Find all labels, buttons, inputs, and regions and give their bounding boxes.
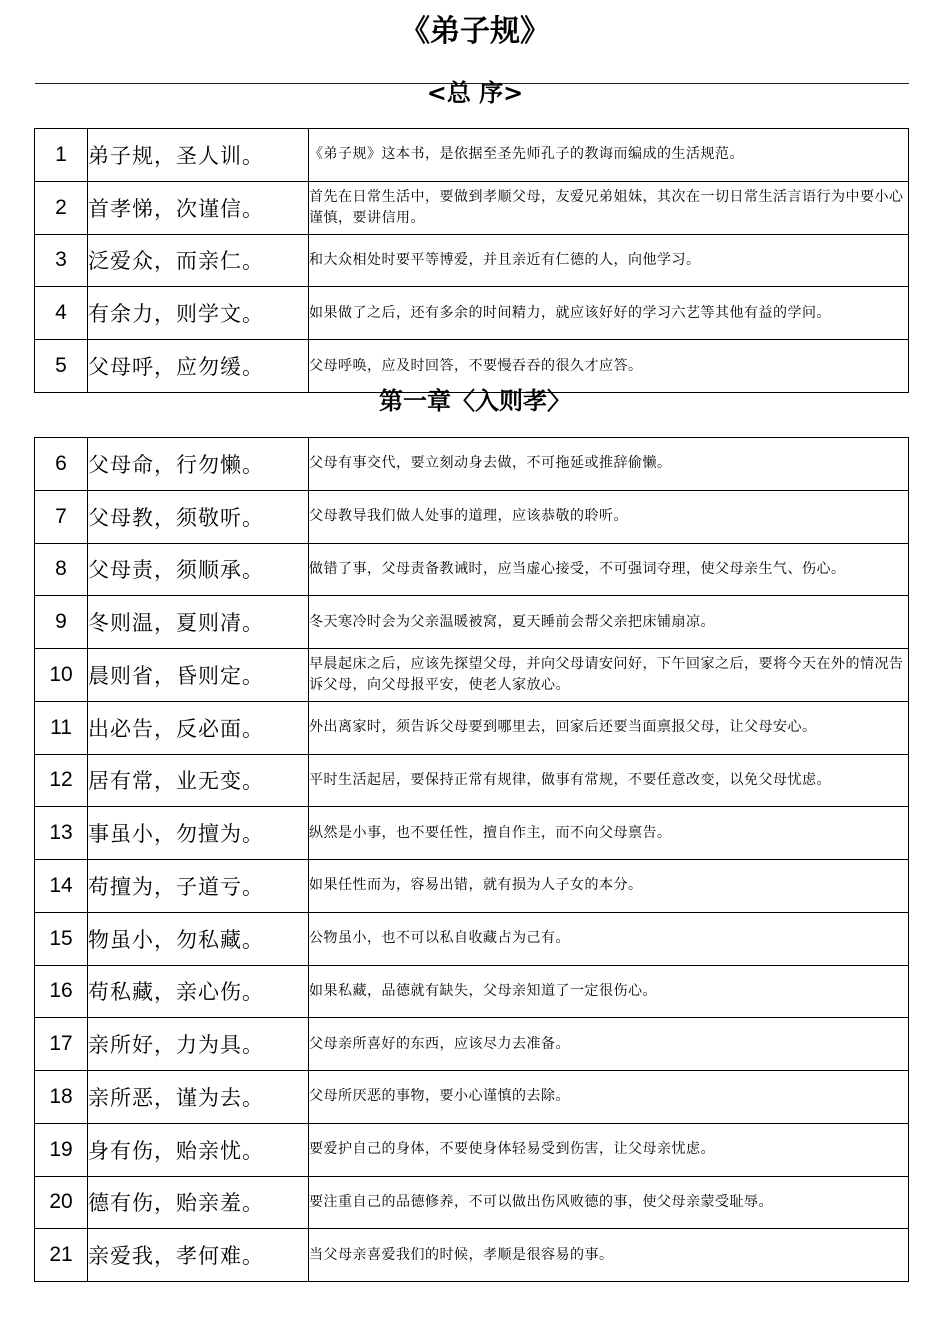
- verse-text: 首孝悌，次谨信。: [88, 181, 309, 234]
- row-number: 2: [35, 181, 88, 234]
- row-number: 16: [35, 965, 88, 1018]
- verse-text: 苟私藏，亲心伤。: [88, 965, 309, 1018]
- verse-text: 冬则温，夏则凊。: [88, 596, 309, 649]
- row-number: 8: [35, 543, 88, 596]
- explanation-text: 父母有事交代，要立刻动身去做，不可拖延或推辞偷懒。: [309, 438, 909, 491]
- row-number: 4: [35, 287, 88, 340]
- table-row: [35, 860, 909, 913]
- row-number: 3: [35, 234, 88, 287]
- explanation-text: 要注重自己的品德修养，不可以做出伤风败德的事，使父母亲蒙受耻辱。: [309, 1176, 909, 1229]
- table-row: [35, 1071, 909, 1124]
- table-row: [35, 234, 909, 287]
- explanation-text: 要爱护自己的身体，不要使身体轻易受到伤害，让父母亲忧虑。: [309, 1123, 909, 1176]
- table-row: [35, 701, 909, 754]
- table-row: [35, 490, 909, 543]
- row-number: 9: [35, 596, 88, 649]
- explanation-text: 平时生活起居，要保持正常有规律，做事有常规，不要任意改变，以免父母忧虑。: [309, 754, 909, 807]
- explanation-text: 和大众相处时要平等博爱，并且亲近有仁德的人，向他学习。: [309, 234, 909, 287]
- table-row: [35, 543, 909, 596]
- table-row: [35, 807, 909, 860]
- explanation-text: 做错了事，父母责备教诫时，应当虚心接受，不可强词夺理，使父母亲生气、伤心。: [309, 543, 909, 596]
- explanation-text: 外出离家时，须告诉父母要到哪里去，回家后还要当面禀报父母，让父母安心。: [309, 701, 909, 754]
- verse-text: 事虽小，勿擅为。: [88, 807, 309, 860]
- verse-text: 晨则省，昏则定。: [88, 649, 309, 702]
- verse-text: 德有伤，贻亲羞。: [88, 1176, 309, 1229]
- explanation-text: 纵然是小事，也不要任性，擅自作主，而不向父母禀告。: [309, 807, 909, 860]
- table-row: [35, 129, 909, 182]
- row-number: 6: [35, 438, 88, 491]
- explanation-text: 早晨起床之后，应该先探望父母，并向父母请安问好，下午回家之后，要将今天在外的情况告诉父母，向父母报平安，使老人家放心。: [309, 649, 909, 702]
- explanation-text: 当父母亲喜爱我们的时候，孝顺是很容易的事。: [309, 1229, 909, 1282]
- table-row: [35, 181, 909, 234]
- verse-text: 父母呼，应勿缓。: [88, 340, 309, 393]
- verse-text: 亲所恶，谨为去。: [88, 1071, 309, 1124]
- verse-text: 泛爱众，而亲仁。: [88, 234, 309, 287]
- chapter-one-table: [34, 437, 909, 1282]
- row-number: 15: [35, 912, 88, 965]
- explanation-text: 首先在日常生活中，要做到孝顺父母，友爱兄弟姐妹，其次在一切日常生活言语行为中要小心谨慎，要讲信用。: [309, 181, 909, 234]
- row-number: 10: [35, 649, 88, 702]
- explanation-text: 父母亲所喜好的东西，应该尽力去准备。: [309, 1018, 909, 1071]
- table-row: [35, 438, 909, 491]
- row-number: 12: [35, 754, 88, 807]
- table-row: [35, 1018, 909, 1071]
- table-row: [35, 596, 909, 649]
- row-number: 13: [35, 807, 88, 860]
- page-title: 《弟子规》: [400, 14, 550, 49]
- explanation-text: 父母所厌恶的事物，要小心谨慎的去除。: [309, 1071, 909, 1124]
- table-row: [35, 754, 909, 807]
- table-row: [35, 287, 909, 340]
- row-number: 20: [35, 1176, 88, 1229]
- verse-text: 父母教，须敬听。: [88, 490, 309, 543]
- verse-text: 出必告，反必面。: [88, 701, 309, 754]
- row-number: 1: [35, 129, 88, 182]
- verse-text: 父母命，行勿懒。: [88, 438, 309, 491]
- table-row: [35, 1229, 909, 1282]
- explanation-text: 冬天寒冷时会为父亲温暖被窝，夏天睡前会帮父亲把床铺扇凉。: [309, 596, 909, 649]
- verse-text: 有余力，则学文。: [88, 287, 309, 340]
- table-row: [35, 340, 909, 393]
- explanation-text: 《弟子规》这本书，是依据至圣先师孔子的教诲而编成的生活规范。: [309, 129, 909, 182]
- verse-text: 物虽小，勿私藏。: [88, 912, 309, 965]
- row-number: 7: [35, 490, 88, 543]
- table-row: [35, 1123, 909, 1176]
- row-number: 17: [35, 1018, 88, 1071]
- verse-text: 居有常，业无变。: [88, 754, 309, 807]
- section-heading-chapter-one: 第一章〈入则孝〉: [379, 387, 571, 415]
- row-number: 5: [35, 340, 88, 393]
- verse-text: 亲所好，力为具。: [88, 1018, 309, 1071]
- explanation-text: 父母教导我们做人处事的道理，应该恭敬的聆听。: [309, 490, 909, 543]
- row-number: 21: [35, 1229, 88, 1282]
- verse-text: 身有伤，贻亲忧。: [88, 1123, 309, 1176]
- row-number: 11: [35, 701, 88, 754]
- explanation-text: 公物虽小，也不可以私自收藏占为己有。: [309, 912, 909, 965]
- explanation-text: 如果任性而为，容易出错，就有损为人子女的本分。: [309, 860, 909, 913]
- row-number: 18: [35, 1071, 88, 1124]
- preface-table: [34, 128, 909, 393]
- section-heading-preface: <总 序>: [426, 79, 524, 107]
- verse-text: 父母责，须顺承。: [88, 543, 309, 596]
- row-number: 19: [35, 1123, 88, 1176]
- table-row: [35, 649, 909, 702]
- table-row: [35, 1176, 909, 1229]
- verse-text: 苟擅为，子道亏。: [88, 860, 309, 913]
- table-row: [35, 965, 909, 1018]
- explanation-text: 父母呼唤，应及时回答，不要慢吞吞的很久才应答。: [309, 340, 909, 393]
- explanation-text: 如果私藏，品德就有缺失，父母亲知道了一定很伤心。: [309, 965, 909, 1018]
- row-number: 14: [35, 860, 88, 913]
- verse-text: 亲爱我，孝何难。: [88, 1229, 309, 1282]
- verse-text: 弟子规，圣人训。: [88, 129, 309, 182]
- explanation-text: 如果做了之后，还有多余的时间精力，就应该好好的学习六艺等其他有益的学问。: [309, 287, 909, 340]
- table-row: [35, 912, 909, 965]
